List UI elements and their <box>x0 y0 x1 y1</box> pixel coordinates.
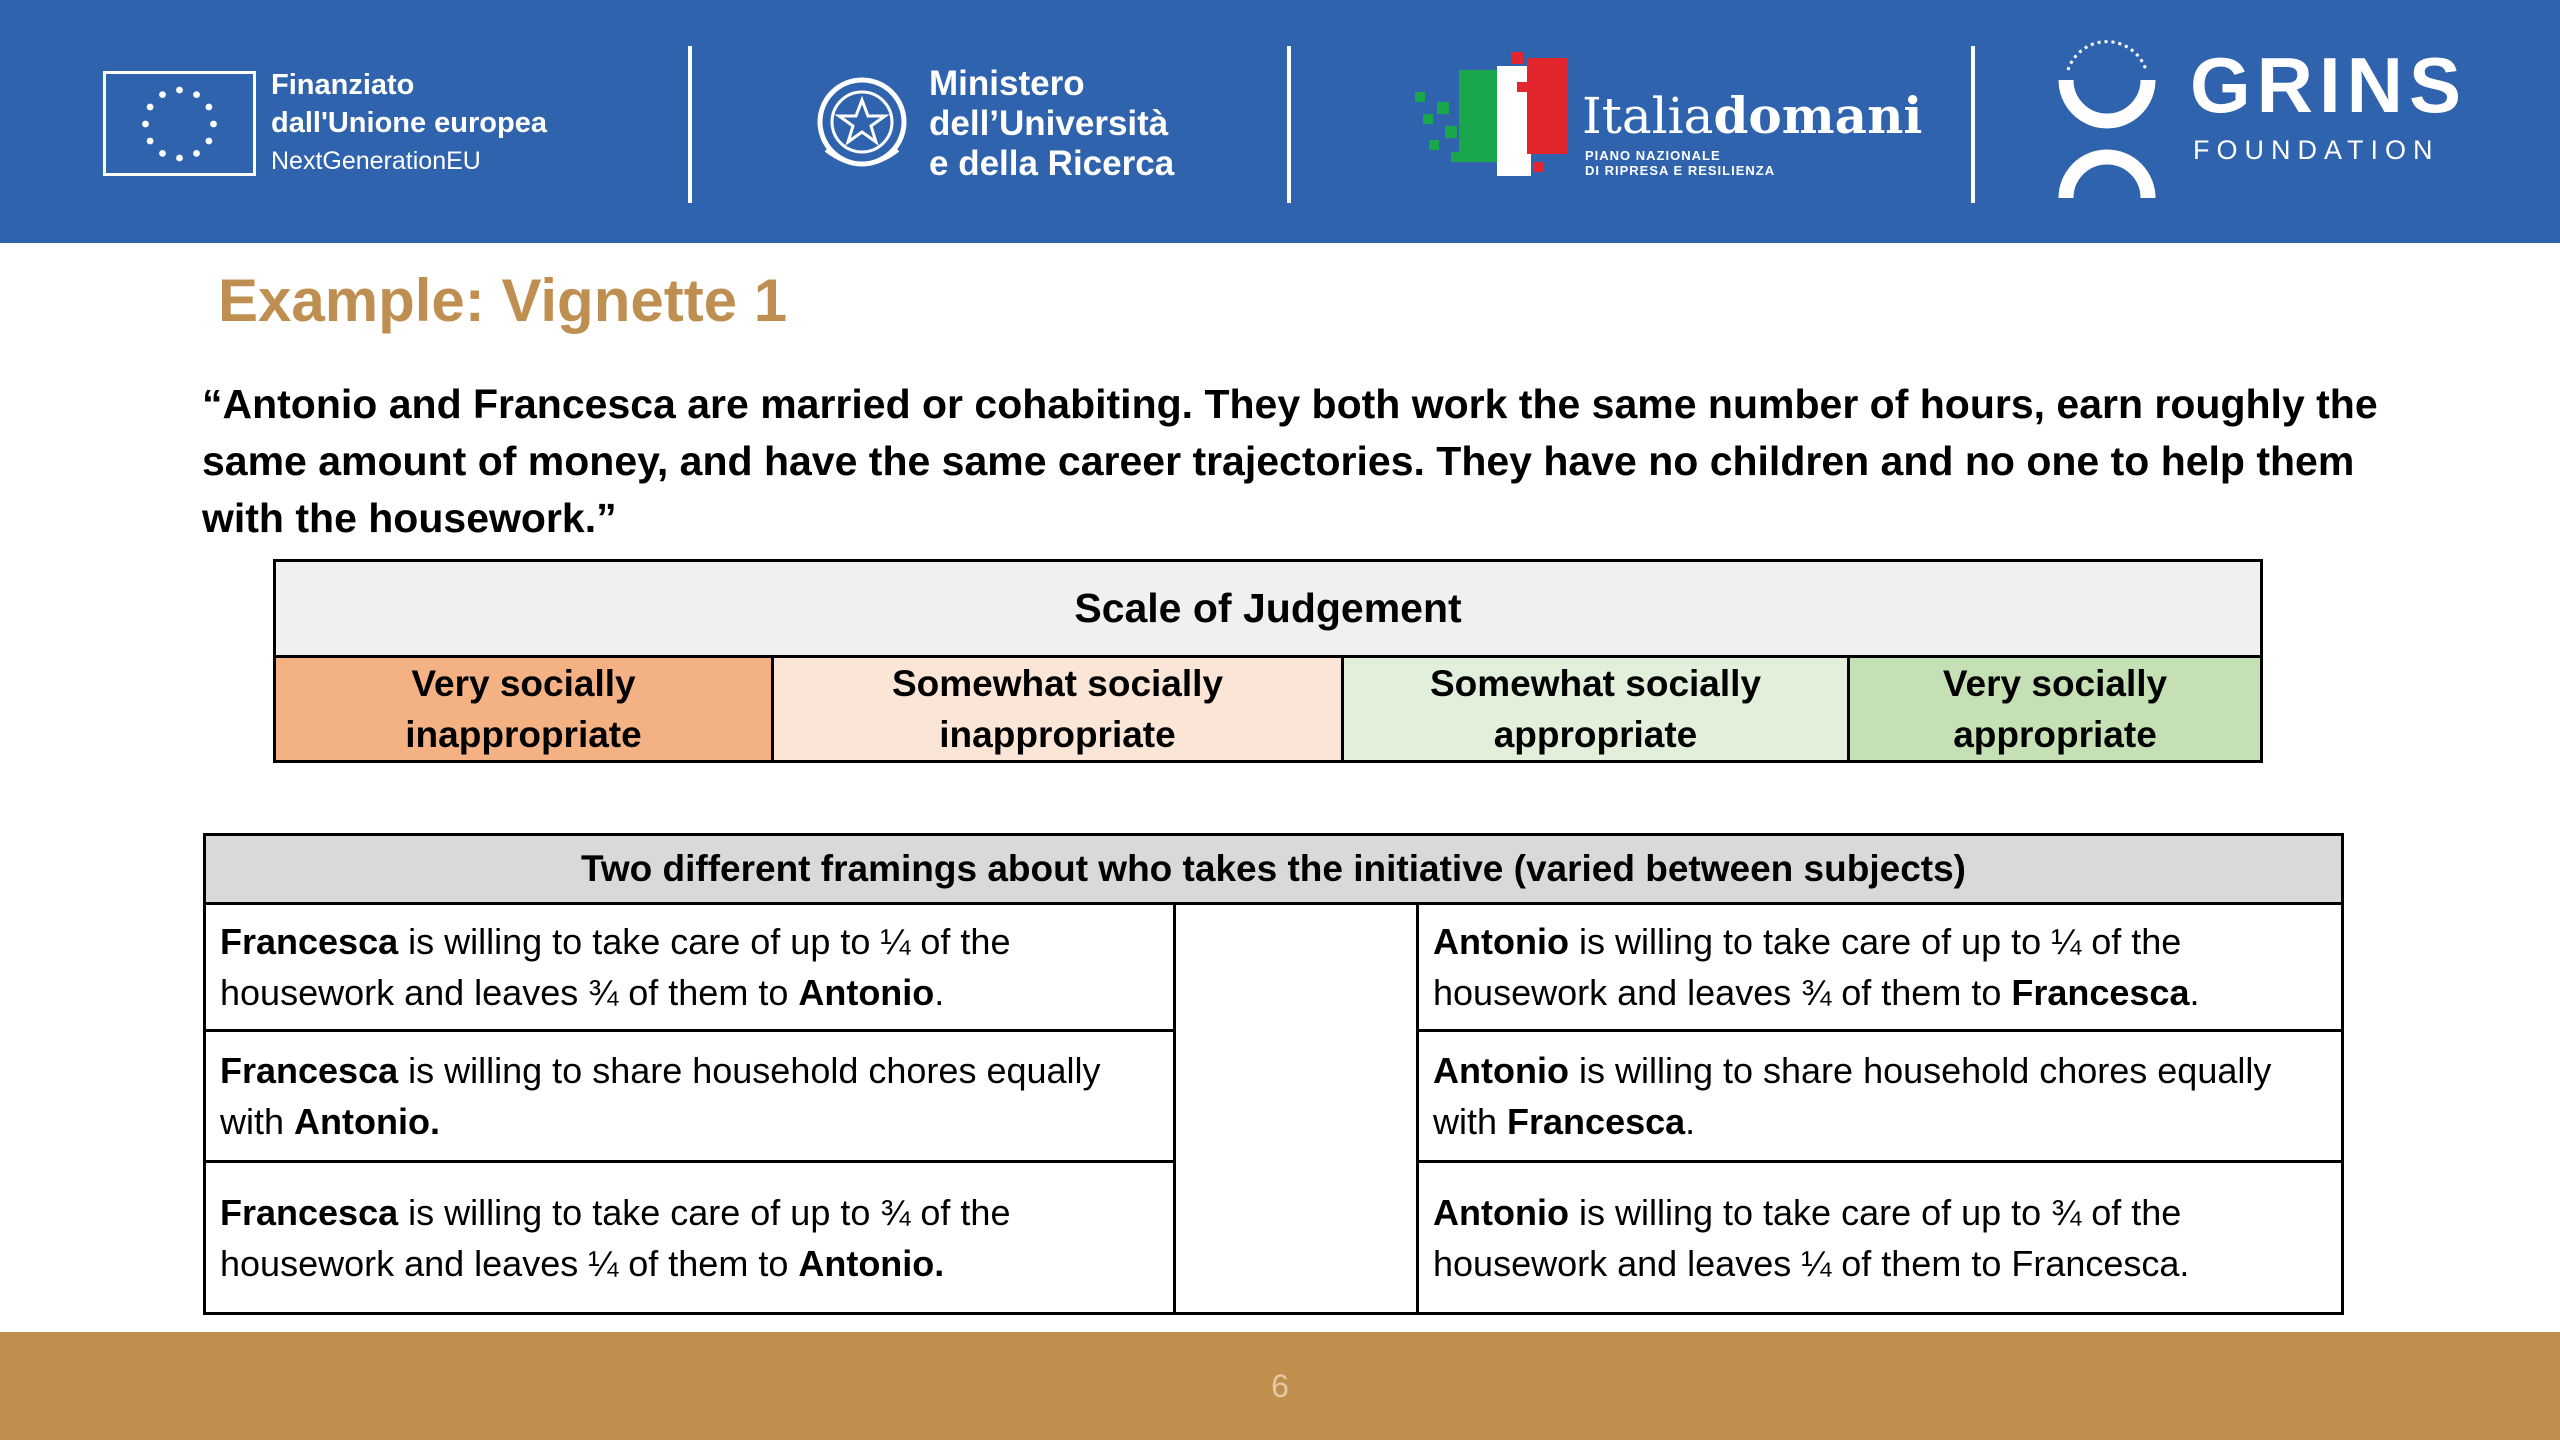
framing-antonio-equal: Antonio is willing to share household chores equally with Francesca. <box>1418 1031 2343 1162</box>
italiadomani-logo-icon <box>1415 52 1570 182</box>
scale-option-very-appropriate: Very socially appropriate <box>1849 657 2262 762</box>
scale-of-judgement-table <box>273 559 2263 763</box>
scale-option-very-inappropriate: Very socially inappropriate <box>275 657 773 762</box>
framing-francesca-equal: Francesca is willing to share household chores equally with Antonio. <box>205 1031 1175 1162</box>
framings-table <box>203 833 2344 1315</box>
slide-title: Example: Vignette 1 <box>218 267 788 334</box>
italiadomani-wordmark: Italiadomani <box>1582 86 1923 145</box>
header-divider <box>1971 46 1975 203</box>
framings-spacer-cell <box>1175 904 1418 1314</box>
framing-antonio-three-quarters: Antonio is willing to take care of up to ¾ of the housework and leaves ¼ of them to Francesca. <box>1418 1162 2343 1314</box>
grins-wordmark: GRINS <box>2190 41 2468 129</box>
italian-republic-emblem-icon <box>812 70 912 180</box>
framing-antonio-quarter: Antonio is willing to take care of up to ¼ of the housework and leaves ¾ of them to Francesca. <box>1418 904 2343 1031</box>
grins-logo-icon <box>2054 40 2160 200</box>
eu-flag-icon <box>103 71 256 176</box>
ministry-label: Ministero dell’Università e della Ricerca <box>929 64 1175 183</box>
italiadomani-subtitle: PIANO NAZIONALE DI RIPRESA E RESILIENZA <box>1585 148 1776 178</box>
eu-funding-label: Finanziato dall'Unione europea NextGenerationEU <box>271 69 547 175</box>
framing-francesca-quarter: Francesca is willing to take care of up to ¼ of the housework and leaves ¾ of them to Antonio. <box>205 904 1175 1031</box>
footer-bar <box>0 1332 2560 1440</box>
framings-header: Two different framings about who takes the initiative (varied between subjects) <box>205 835 2343 904</box>
scale-header: Scale of Judgement <box>275 561 2262 657</box>
header-divider <box>688 46 692 203</box>
framing-francesca-three-quarters: Francesca is willing to take care of up to ¾ of the housework and leaves ¼ of them to Antonio. <box>205 1162 1175 1314</box>
scale-option-somewhat-appropriate: Somewhat socially appropriate <box>1343 657 1849 762</box>
header-divider <box>1287 46 1291 203</box>
header-banner <box>0 0 2560 243</box>
page-number: 6 <box>1271 1368 1289 1404</box>
grins-subtitle: FOUNDATION <box>2193 135 2440 165</box>
scale-option-somewhat-inappropriate: Somewhat socially inappropriate <box>773 657 1343 762</box>
vignette-quote: “Antonio and Francesca are married or cohabiting. They both work the same number of hours, earn roughly the same amount of money, and have the same career trajectories. They have no children and no one to help them with the housework.” <box>202 381 2378 541</box>
